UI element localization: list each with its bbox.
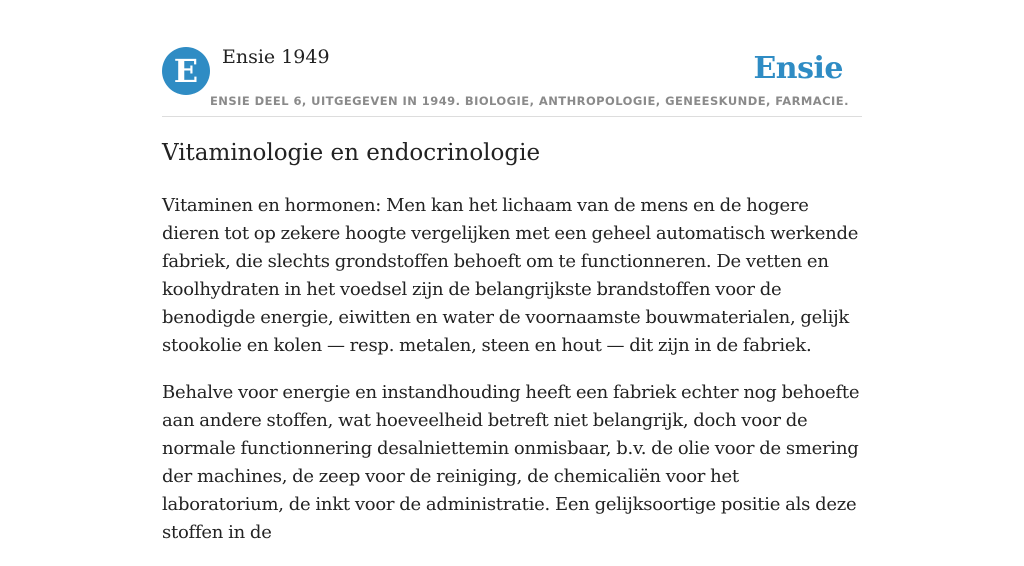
logo-letter: E xyxy=(173,52,199,90)
ensie-logo-icon[interactable] xyxy=(162,47,210,95)
brand-logo-link[interactable]: Ensie xyxy=(753,51,843,86)
article-body xyxy=(162,192,862,566)
article-title: Vitaminologie en endocrinologie xyxy=(162,140,541,166)
article-paragraph: Vitaminen en hormonen: Men kan het lichaam van de mens en de hogere dieren tot op zekere hoogte vergelijken met een geheel automatisch werkende fabriek, die slechts grondstoffen behoeft om te functionneren. De vetten en koolhydraten in het voedsel zijn de belangrijkste brandstoffen voor de benodigde energie, eiwitten en water de voornaamste bouwmaterialen, gelijk stookolie en kolen — resp. metalen, steen en hout — dit zijn in de fabriek. xyxy=(162,195,859,356)
header xyxy=(162,0,862,117)
article-paragraph: Behalve voor energie en instandhouding heeft een fabriek echter nog behoefte aan andere stoffen, wat hoeveelheid betreft niet belangrijk, doch voor de normale functionnering desalniettemin onmisbaar, b.v. de olie voor de smering der machines, de zeep voor de reiniging, de chemicaliën voor het laboratorium, de inkt voor de administratie. Een gelijksoortige positie als deze stoffen in de xyxy=(162,382,860,543)
book-title[interactable]: Ensie 1949 xyxy=(222,46,330,68)
page xyxy=(162,0,862,543)
book-subtitle: ENSIE DEEL 6, UITGEGEVEN IN 1949. BIOLOGIE, ANTHROPOLOGIE, GENEESKUNDE, FARMACIE. xyxy=(210,94,849,108)
